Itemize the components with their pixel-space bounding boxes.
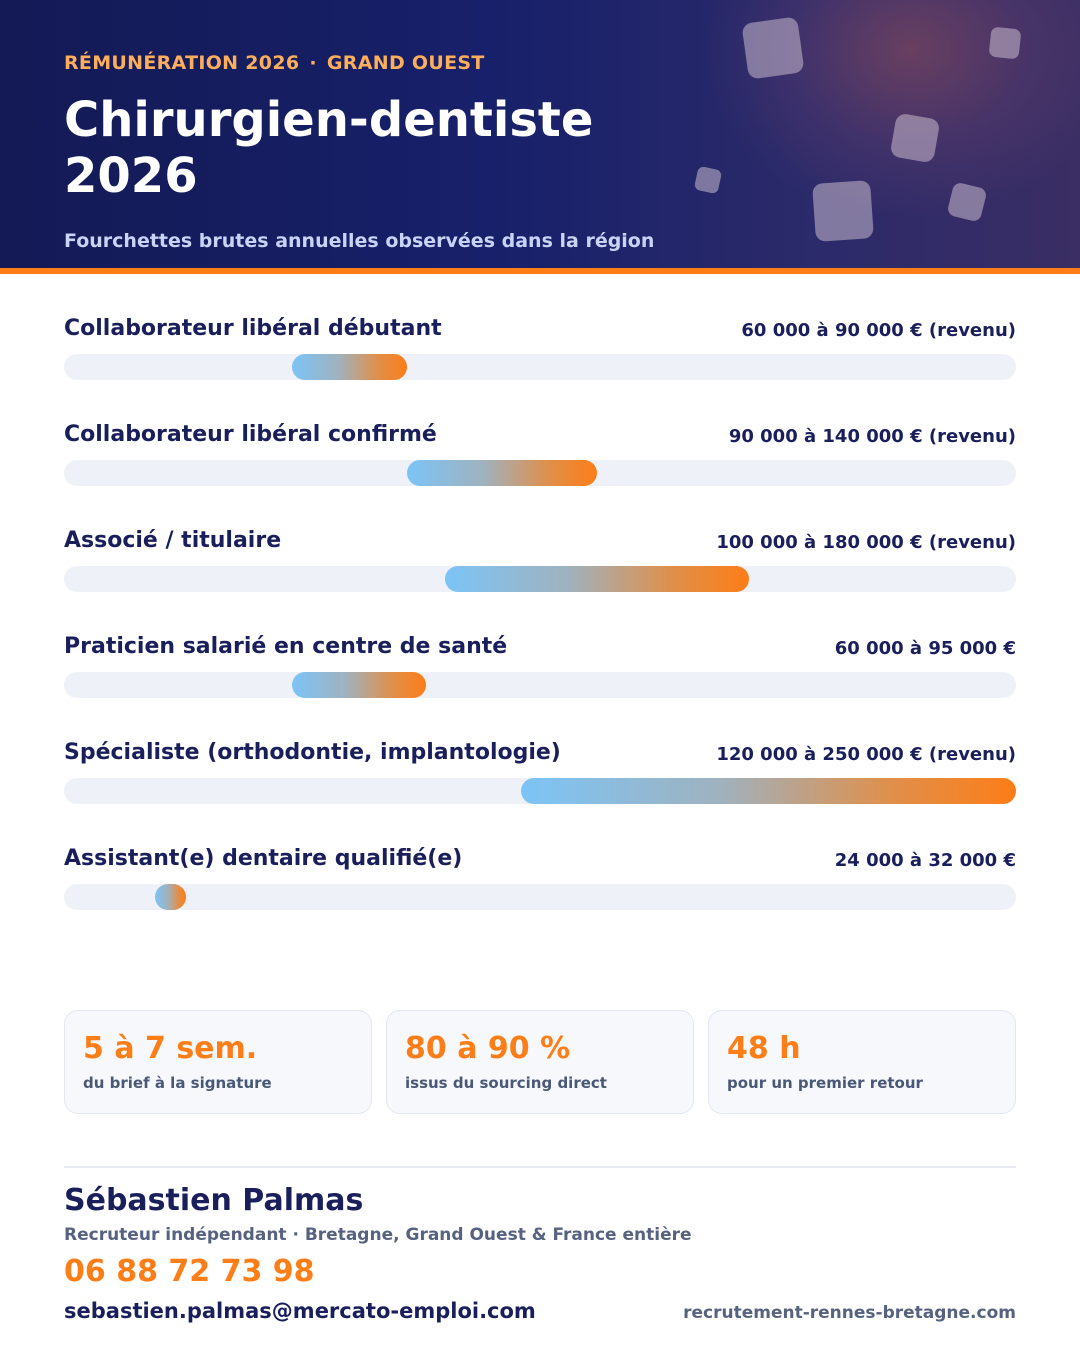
stat-card	[708, 1010, 1016, 1114]
eyebrow-region: GRAND OUEST	[326, 52, 485, 74]
stat-label: du brief à la signature	[83, 1074, 272, 1092]
decor-square	[890, 113, 941, 164]
footer-divider	[64, 1166, 1016, 1168]
page-title-line2: 2026	[64, 148, 198, 204]
page-title-line1: Chirurgien-dentiste	[64, 92, 594, 148]
contact-phone[interactable]: 06 88 72 73 98	[64, 1254, 315, 1289]
range-row-value: 60 000 à 90 000 € (revenu)	[741, 320, 1016, 341]
range-track	[64, 884, 1016, 910]
eyebrow	[64, 52, 485, 74]
decor-square	[989, 27, 1022, 60]
range-row-value: 90 000 à 140 000 € (revenu)	[728, 426, 1016, 447]
header-accent-bar	[0, 268, 1080, 274]
range-bar	[521, 778, 1016, 804]
eyebrow-year: RÉMUNÉRATION 2026	[64, 52, 300, 74]
range-row	[64, 422, 1016, 502]
range-row-label: Assistant(e) dentaire qualifié(e)	[64, 846, 463, 871]
range-track	[64, 460, 1016, 486]
stat-label: pour un premier retour	[727, 1074, 923, 1092]
range-row-label: Praticien salarié en centre de santé	[64, 634, 508, 659]
contact-name: Sébastien Palmas	[64, 1183, 364, 1218]
range-row-label: Collaborateur libéral confirmé	[64, 422, 437, 447]
stat-card	[64, 1010, 372, 1114]
contact-website[interactable]: recrutement-rennes-bretagne.com	[683, 1303, 1016, 1323]
range-track	[64, 672, 1016, 698]
stat-value: 48 h	[727, 1031, 801, 1066]
contact-role: Recruteur indépendant · Bretagne, Grand Ouest & France entière	[64, 1225, 692, 1245]
header-banner	[0, 0, 1080, 268]
range-track	[64, 566, 1016, 592]
range-row	[64, 846, 1016, 926]
stat-value: 5 à 7 sem.	[83, 1031, 258, 1066]
range-bar	[445, 566, 750, 592]
range-row-label: Associé / titulaire	[64, 528, 282, 553]
range-row	[64, 316, 1016, 396]
range-row-value: 120 000 à 250 000 € (revenu)	[716, 744, 1016, 765]
page-subtitle: Fourchettes brutes annuelles observées dans la région	[64, 230, 655, 252]
stat-card	[386, 1010, 694, 1114]
range-row-value: 60 000 à 95 000 €	[834, 638, 1016, 659]
range-row	[64, 740, 1016, 820]
decor-square	[694, 166, 722, 194]
range-track	[64, 778, 1016, 804]
range-bar	[155, 884, 185, 910]
decor-square	[812, 180, 874, 242]
range-row-label: Spécialiste (orthodontie, implantologie)	[64, 740, 561, 765]
range-row	[64, 634, 1016, 714]
range-row-value: 100 000 à 180 000 € (revenu)	[716, 532, 1016, 553]
eyebrow-separator: ·	[309, 52, 317, 74]
range-row-label: Collaborateur libéral débutant	[64, 316, 442, 341]
range-bar	[407, 460, 597, 486]
page-title	[64, 92, 684, 204]
decor-square	[741, 16, 804, 79]
contact-email[interactable]: sebastien.palmas@mercato-emploi.com	[64, 1299, 536, 1323]
range-track	[64, 354, 1016, 380]
range-bar	[292, 354, 406, 380]
stat-value: 80 à 90 %	[405, 1031, 571, 1066]
range-bar	[292, 672, 425, 698]
stat-label: issus du sourcing direct	[405, 1074, 607, 1092]
range-row-value: 24 000 à 32 000 €	[834, 850, 1016, 871]
stats-row	[64, 1010, 1016, 1114]
range-row	[64, 528, 1016, 608]
